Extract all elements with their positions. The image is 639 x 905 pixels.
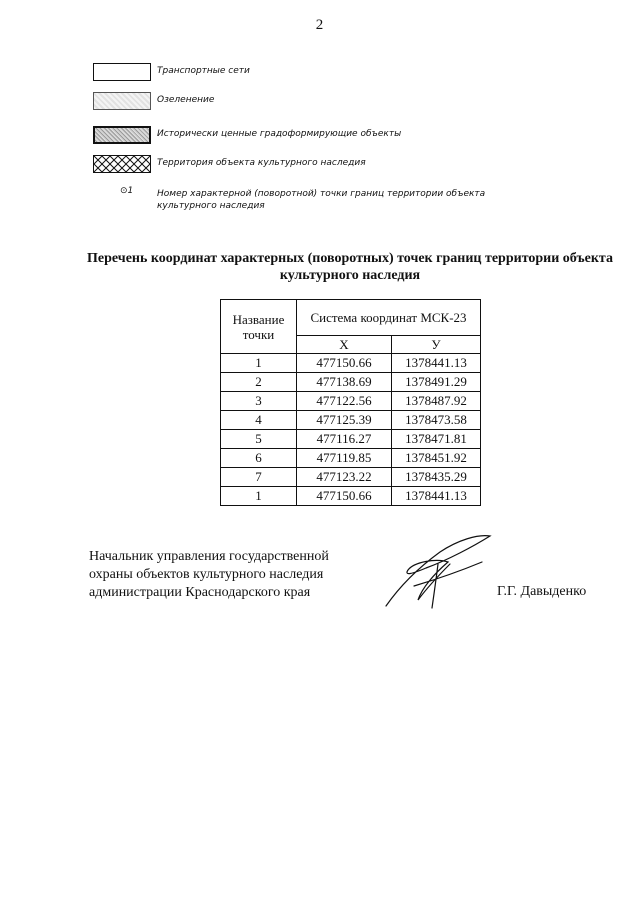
legend-label: Территория объекта культурного наследия xyxy=(157,158,366,168)
cell-x: 477122.56 xyxy=(297,392,392,411)
legend-swatch-dense-dots xyxy=(93,126,151,144)
position-line: администрации Краснодарского края xyxy=(89,585,311,600)
table-row xyxy=(221,468,481,487)
signatory-position xyxy=(89,548,389,602)
point-number-marker-icon: ⊙1 xyxy=(120,186,134,196)
legend-swatch-crosshatch xyxy=(93,155,151,173)
cell-x: 477116.27 xyxy=(297,430,392,449)
cell-y: 1378473.58 xyxy=(392,411,481,430)
cell-y: 1378487.92 xyxy=(392,392,481,411)
cell-y: 1378471.81 xyxy=(392,430,481,449)
legend-label: Транспортные сети xyxy=(157,66,250,76)
table-row xyxy=(221,449,481,468)
cell-point: 7 xyxy=(221,468,297,487)
cell-point: 3 xyxy=(221,392,297,411)
cell-y: 1378451.92 xyxy=(392,449,481,468)
table-row xyxy=(221,373,481,392)
table-row xyxy=(221,354,481,373)
cell-point: 5 xyxy=(221,430,297,449)
header-y: У xyxy=(392,336,481,354)
legend-swatch-outline xyxy=(93,63,151,81)
cell-point: 4 xyxy=(221,411,297,430)
signatory-name: Г.Г. Давыденко xyxy=(497,584,587,599)
header-x: Х xyxy=(297,336,392,354)
coordinates-table xyxy=(220,299,481,506)
legend-label: Исторически ценные градоформирующие объекты xyxy=(157,129,402,139)
legend-swatch-light-dots xyxy=(93,92,151,110)
table-row xyxy=(221,392,481,411)
cell-x: 477123.22 xyxy=(297,468,392,487)
cell-x: 477119.85 xyxy=(297,449,392,468)
handwritten-signature-icon xyxy=(378,528,498,613)
cell-point: 1 xyxy=(221,354,297,373)
cell-x: 477150.66 xyxy=(297,354,392,373)
cell-point: 2 xyxy=(221,373,297,392)
table-row xyxy=(221,487,481,506)
page-number: 2 xyxy=(315,17,324,33)
position-line: охраны объектов культурного наследия xyxy=(89,567,324,582)
cell-x: 477125.39 xyxy=(297,411,392,430)
cell-y: 1378491.29 xyxy=(392,373,481,392)
header-point-name: Название точки xyxy=(221,300,297,354)
cell-x: 477138.69 xyxy=(297,373,392,392)
cell-y: 1378441.13 xyxy=(392,354,481,373)
position-line: Начальник управления государственной xyxy=(89,549,329,564)
cell-y: 1378441.13 xyxy=(392,487,481,506)
cell-point: 6 xyxy=(221,449,297,468)
cell-point: 1 xyxy=(221,487,297,506)
legend-label: Озеленение xyxy=(157,95,215,105)
table-row xyxy=(221,430,481,449)
header-coordinate-system: Система координат МСК-23 xyxy=(297,300,481,336)
table-row xyxy=(221,411,481,430)
point-legend-label: Номер характерной (поворотной) точки границ территории объекта культурного наследия xyxy=(157,189,486,211)
cell-y: 1378435.29 xyxy=(392,468,481,487)
crosshatch-pattern-icon xyxy=(94,156,151,173)
cell-x: 477150.66 xyxy=(297,487,392,506)
document-title: Перечень координат характерных (поворотных) точек границ территории объекта культурного наследия xyxy=(87,251,613,283)
